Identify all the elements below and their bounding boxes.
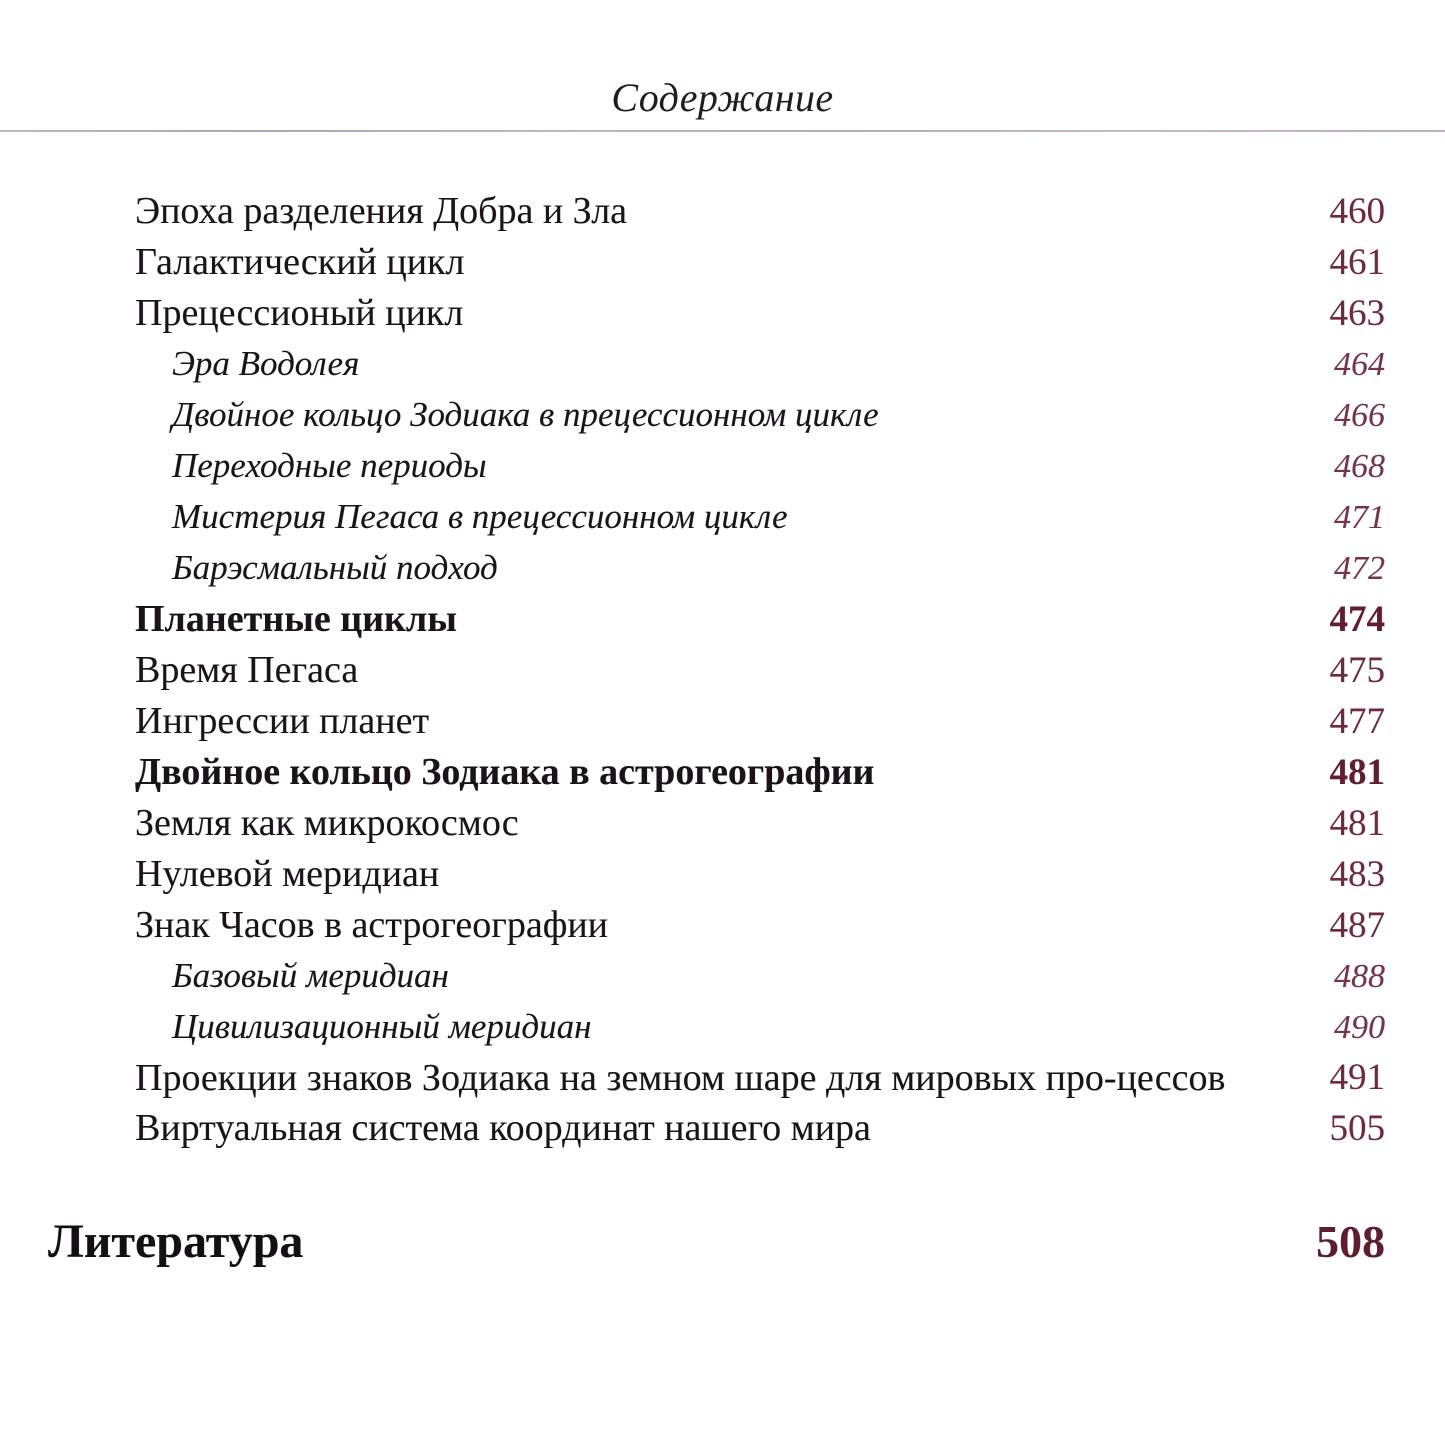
toc-entry[interactable] xyxy=(0,900,1445,951)
toc-entry[interactable] xyxy=(0,594,1445,645)
toc-entry-title: Время Пегаса xyxy=(135,649,359,691)
toc-entry-title: Переходные периоды xyxy=(172,446,487,485)
toc-entry-title: Ингрессии планет xyxy=(135,700,430,742)
toc-entry[interactable] xyxy=(0,849,1445,900)
toc-major-title: Литература xyxy=(48,1215,304,1268)
toc-entry-page-number: 487 xyxy=(1329,905,1385,946)
toc-entry-literature[interactable] xyxy=(0,1212,1445,1272)
toc-entry-page-number: 471 xyxy=(1334,499,1385,536)
toc-entry[interactable] xyxy=(0,1002,1445,1053)
toc-entry-page-number: 477 xyxy=(1329,701,1385,742)
page-title: Содержание xyxy=(611,75,834,120)
toc-entry-title: Двойное кольцо Зодиака в прецессионном цикле xyxy=(172,395,879,434)
toc-entry-page-number: 475 xyxy=(1329,650,1385,691)
toc-entry[interactable] xyxy=(0,186,1445,237)
toc-entry-page-number: 463 xyxy=(1329,293,1385,334)
toc-entry-page-number: 483 xyxy=(1329,854,1385,895)
toc-entry-title: Базовый меридиан xyxy=(172,956,449,995)
toc-entry[interactable] xyxy=(0,1053,1445,1103)
toc-entry-page-number: 481 xyxy=(1329,752,1385,793)
running-head xyxy=(0,75,1445,120)
toc-entry-title: Проекции знаков Зодиака на земном шаре для мировых про-цессов xyxy=(135,1057,1226,1099)
toc-entry[interactable] xyxy=(0,798,1445,849)
toc-entry-page-number: 460 xyxy=(1329,191,1385,232)
toc-entry[interactable] xyxy=(0,747,1445,798)
toc-entry-title: Эра Водолея xyxy=(172,344,360,383)
toc-entry-title: Виртуальная система координат нашего мира xyxy=(135,1107,871,1149)
toc-entry[interactable] xyxy=(0,237,1445,288)
toc-entry-page-number: 472 xyxy=(1334,550,1385,587)
toc-entry[interactable] xyxy=(0,696,1445,747)
toc-entry-title: Планетные циклы xyxy=(135,598,457,640)
toc-entry-page-number: 474 xyxy=(1329,599,1385,640)
header-divider xyxy=(0,130,1445,132)
toc-entry-title: Цивилизационный меридиан xyxy=(172,1007,592,1046)
toc-entry-title: Двойное кольцо Зодиака в астрогеографии xyxy=(135,751,875,793)
toc-entry-title: Земля как микрокосмос xyxy=(135,802,519,844)
toc-entry-page-number: 505 xyxy=(1329,1108,1385,1149)
toc-entry-page-number: 488 xyxy=(1334,958,1385,995)
toc-entry-page-number: 461 xyxy=(1329,242,1385,283)
toc-entry-page-number: 468 xyxy=(1334,448,1385,485)
toc-entry-title: Барэсмальный подход xyxy=(172,548,498,587)
toc-entry-title: Знак Часов в астрогеографии xyxy=(135,904,609,946)
toc-entry-page-number: 490 xyxy=(1334,1009,1385,1046)
toc-entry[interactable] xyxy=(0,441,1445,492)
toc-entry-page-number: 466 xyxy=(1334,397,1385,434)
toc-entry[interactable] xyxy=(0,390,1445,441)
toc-entry[interactable] xyxy=(0,543,1445,594)
toc-entry[interactable] xyxy=(0,339,1445,390)
toc-entry-title: Мистерия Пегаса в прецессионном цикле xyxy=(172,497,788,536)
toc-entry-page-number: 481 xyxy=(1329,803,1385,844)
toc-entry[interactable] xyxy=(0,288,1445,339)
toc-major-page-number: 508 xyxy=(1316,1216,1385,1267)
toc-entry[interactable] xyxy=(0,951,1445,1002)
toc-entry-title: Эпоха разделения Добра и Зла xyxy=(135,190,628,232)
toc-entry[interactable] xyxy=(0,645,1445,696)
toc-entry[interactable] xyxy=(0,1103,1445,1154)
toc-entry-page-number: 491 xyxy=(1329,1057,1385,1098)
toc-list xyxy=(0,186,1445,1154)
toc-entry-title: Прецессионый цикл xyxy=(135,292,464,334)
toc-entry-title: Нулевой меридиан xyxy=(135,853,440,895)
toc-entry-title: Галактический цикл xyxy=(135,241,465,283)
toc-entry[interactable] xyxy=(0,492,1445,543)
toc-entry-page-number: 464 xyxy=(1334,346,1385,383)
